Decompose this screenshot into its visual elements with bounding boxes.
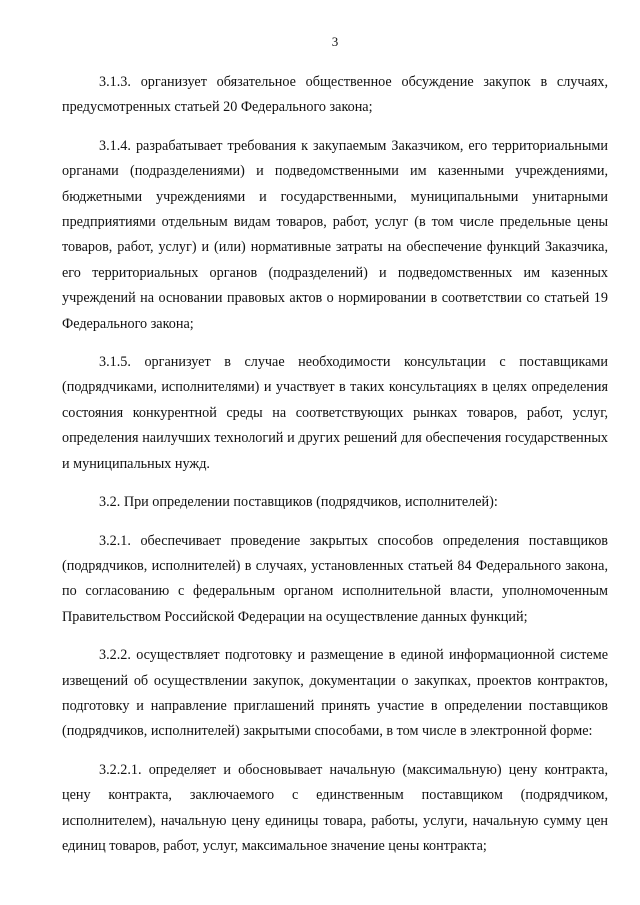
paragraph-3-1-3: 3.1.3. организует обязательное общественное обсуждение закупок в случаях, предусмотренных статьей 20 Федерального закона; — [62, 74, 608, 116]
page-number: 3 — [331, 34, 339, 49]
paragraph-3-2: 3.2. При определении поставщиков (подрядчиков, исполнителей): — [99, 494, 498, 511]
paragraph-3-2-2: 3.2.2. осуществляет подготовку и размещение в единой информационной системе извещений об осуществлении закупок, документации о закупках, проектов контрактов, подготовку и направление приглашений принять участие в определении поставщиков (подрядчиков, исполнителей) закрытыми способами, в том числе в электронной форме: — [62, 647, 608, 740]
paragraph-3-1-4: 3.1.4. разрабатывает требования к закупаемым Заказчиком, его территориальными органами (подразделениями) и подведомственными им казенными учреждениями, бюджетными учреждениями и государственными, муниципальными унитарными предприятиями отдельным видам товаров, работ, услуг (в том числе предельные цены товаров, работ, услуг) и (или) нормативные затраты на обеспечение функций Заказчика, его территориальных органов (подразделений) и подведомственных им казенных учреждений на основании правовых актов о нормировании в соответствии со статьей 19 Федерального закона; — [62, 137, 608, 332]
paragraph-3-1-5: 3.1.5. организует в случае необходимости консультации с поставщиками (подрядчиками, исполнителями) и участвует в таких консультациях в целях определения состояния конкурентной среды на соответствующих рынках товаров, работ, услуг, определения наилучших технологий и других решений для обеспечения государственных и муниципальных нужд. — [62, 354, 608, 472]
paragraph-3-2-2-1: 3.2.2.1. определяет и обосновывает начальную (максимальную) цену контракта, цену контракта, заключаемого с единственным поставщиком (подрядчиком, исполнителем), начальную цену единицы товара, работы, услуги, начальную сумму цен единиц товаров, работ, услуг, максимальное значение цены контракта; — [62, 761, 608, 854]
paragraph-3-2-1: 3.2.1. обеспечивает проведение закрытых способов определения поставщиков (подрядчиков, исполнителей) в случаях, установленных статьей 84 Федерального закона, по согласованию с федеральным органом исполнительной власти, уполномоченным Правительством Российской Федерации на осуществление данных функций; — [62, 532, 608, 625]
